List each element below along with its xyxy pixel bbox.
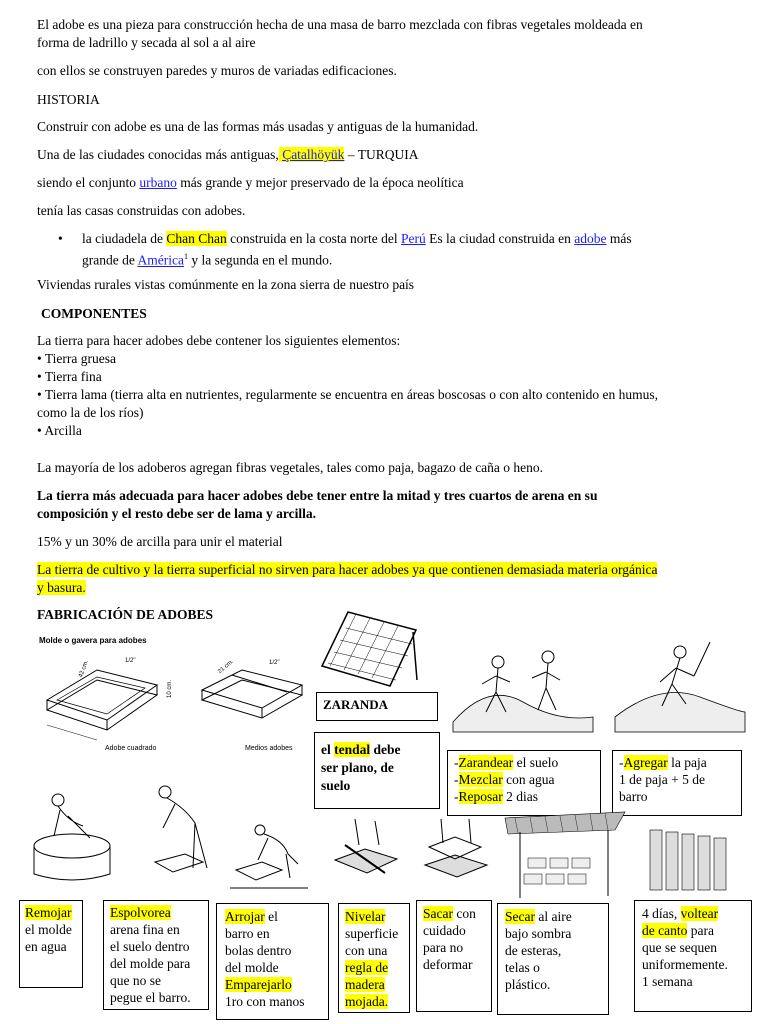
nivelar-box: Nivelar superficie con una regla de madera mojada. xyxy=(338,903,410,1013)
espolvorea-box: Espolvorea arena fina en el suelo dentro del molde para que no se pegue el barro. xyxy=(103,900,209,1010)
voltear-box: 4 días, voltear de canto para que se sequen uniformemente. 1 semana xyxy=(634,900,752,1012)
tendal-box: el tendal debe ser plano, de suelo xyxy=(314,732,440,809)
espolvorea-illustration xyxy=(145,778,223,890)
america-link[interactable]: América xyxy=(137,252,184,268)
historia-p4: tenía las casas construidas con adobes. xyxy=(37,203,246,218)
arrojar-illustration xyxy=(228,820,310,892)
secar-box: Secar al aire bajo sombra de esteras, telas o plástico. xyxy=(497,903,609,1015)
componentes-heading: COMPONENTES xyxy=(41,306,147,321)
componente-item: • Arcilla xyxy=(37,423,82,438)
dim-label: 10 cm. xyxy=(167,679,174,699)
intro-line-1: El adobe es una pieza para construcción hecha de una masa de barro mezclada con fibras vegetales moldeada en xyxy=(37,17,643,32)
remojar-box: Remojar el molde en agua xyxy=(19,900,83,988)
dim-label: 42 cm. xyxy=(78,659,90,679)
componente-item: • Tierra fina xyxy=(37,369,102,384)
warning-l2: y basura. xyxy=(37,580,86,595)
peru-link[interactable]: Perú xyxy=(401,231,426,246)
dim-label: 1/2" xyxy=(269,660,280,666)
bullet-dot: • xyxy=(58,231,63,246)
historia-p3: siendo el conjunto urbano más grande y mejor preservado de la época neolítica xyxy=(37,175,464,190)
historia-p5: Viviendas rurales vistas comúnmente en la zona sierra de nuestro país xyxy=(37,277,415,292)
catalhoyuk-link[interactable]: Çatalhöyük xyxy=(282,147,345,162)
zaranda-illustration xyxy=(318,608,420,690)
fibras-text: La mayoría de los adoberos agregan fibras vegetales, tales como paja, bagazo de caña o heno. xyxy=(37,460,544,475)
dim-label: 1/2" xyxy=(125,658,136,664)
componente-item: • Tierra gruesa xyxy=(37,351,116,366)
tierra-adecuada-l2: composición y el resto debe ser de lama y arcilla. xyxy=(37,506,316,521)
intro-line-3: con ellos se construyen paredes y muros de variadas edificaciones. xyxy=(37,63,397,78)
mold-label-a: Adobe cuadrado xyxy=(105,745,157,752)
historia-p2: Una de las ciudades conocidas más antiguas, Çatalhöyük – TURQUIA xyxy=(37,147,419,162)
nivelar-illustration xyxy=(325,815,410,890)
mold-label-b: Medios adobes xyxy=(245,745,293,752)
adobe-link[interactable]: adobe xyxy=(574,231,607,246)
arcilla-text: 15% y un 30% de arcilla para unir el material xyxy=(37,534,283,549)
straw-illustration xyxy=(610,632,750,738)
sacar-box: Sacar con cuidado para no deformar xyxy=(416,900,492,1012)
intro-line-2: forma de ladrillo y secada al sol a al aire xyxy=(37,35,256,50)
historia-heading: HISTORIA xyxy=(37,92,100,107)
sacar-illustration xyxy=(415,815,500,890)
mold-diagram xyxy=(37,630,315,755)
urbano-link[interactable]: urbano xyxy=(139,175,177,190)
bullet-chanchan: la ciudadela de Chan Chan construida en la costa norte del Perú Es la ciudad construida en adobe más grande de América$^1$ y la segunda en el mundo. xyxy=(82,231,632,268)
arrojar-box: Arrojar el barro en bolas dentro del molde Emparejarlo 1ro con manos xyxy=(216,903,329,1020)
warning-l1: La tierra de cultivo y la tierra superficial no sirven para hacer adobes ya que contienen demasiada materia orgánica xyxy=(37,562,658,577)
secar-illustration xyxy=(500,808,630,904)
dim-label: 21 cm. xyxy=(217,658,235,676)
tierra-adecuada-l1: La tierra más adecuada para hacer adobes debe tener entre la mitad y tres cuartos de arena en su xyxy=(37,488,598,503)
zarandear-box: -Zarandear el suelo -Mezclar con agua -Reposar 2 dias xyxy=(447,750,601,816)
componentes-intro: La tierra para hacer adobes debe contener los siguientes elementos: xyxy=(37,333,401,348)
agregar-box: -Agregar la paja 1 de paja + 5 de barro xyxy=(612,750,742,816)
fabricacion-heading: FABRICACIÓN DE ADOBES xyxy=(37,607,214,622)
mold-drawing xyxy=(37,630,315,755)
mixing-illustration xyxy=(448,632,598,738)
componente-item: como la de los ríos) xyxy=(37,405,144,420)
voltear-illustration xyxy=(640,820,740,900)
mold-title: Molde o gavera para adobes xyxy=(39,636,147,645)
zaranda-label: ZARANDA xyxy=(316,692,438,721)
remojar-illustration xyxy=(28,786,116,886)
historia-p1: Construir con adobe es una de las formas más usadas y antiguas de la humanidad. xyxy=(37,119,479,134)
componente-item: • Tierra lama (tierra alta en nutrientes, regularmente se encuentra en áreas boscosas o con alto contenido en humus, xyxy=(37,387,658,402)
